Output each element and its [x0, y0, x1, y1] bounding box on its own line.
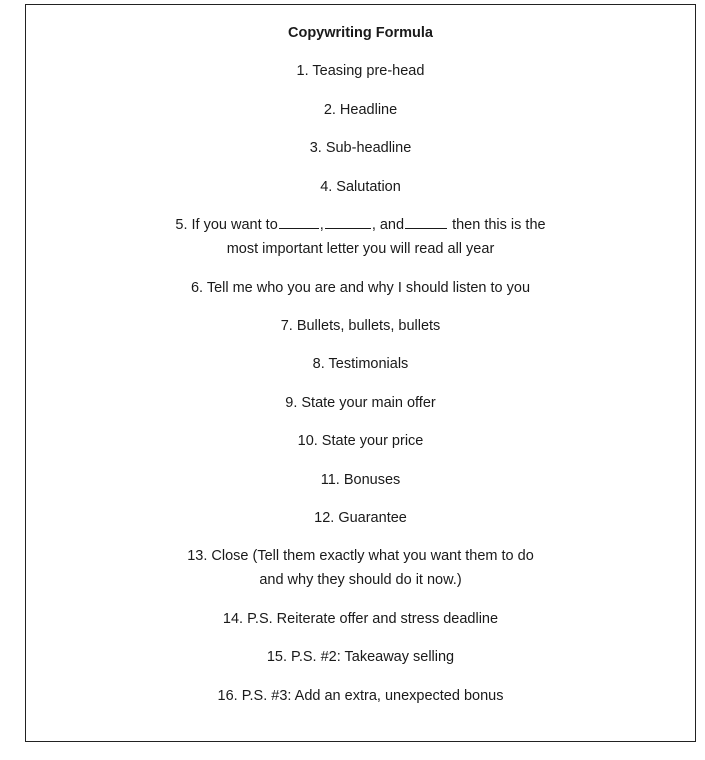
item-5-text-start: 5. If you want to — [175, 217, 278, 233]
list-item-8: 8. Testimonials — [312, 356, 409, 372]
item-5-comma-and: , and — [371, 217, 405, 233]
list-item-11: 11. Bonuses — [320, 472, 401, 488]
list-item-5-line-1 — [25, 213, 696, 237]
list-item-14: 14. P.S. Reiterate offer and stress deadline — [222, 611, 499, 627]
list-item-13-line-1: 13. Close (Tell them exactly what you want them to do — [187, 548, 534, 564]
list-item-3: 3. Sub-headline — [309, 140, 412, 156]
item-5-text-end: then this is the — [452, 217, 546, 233]
document-title: Copywriting Formula — [288, 25, 433, 41]
fill-in-blank-3 — [405, 215, 447, 229]
list-item-15: 15. P.S. #2: Takeaway selling — [266, 649, 455, 665]
list-item-5-line-2: most important letter you will read all year — [226, 241, 495, 257]
list-item-12: 12. Guarantee — [314, 510, 407, 526]
list-item-4: 4. Salutation — [320, 179, 401, 195]
list-item-7: 7. Bullets, bullets, bullets — [280, 318, 441, 334]
list-item-9: 9. State your main offer — [285, 395, 436, 411]
list-item-1: 1. Teasing pre-head — [296, 63, 425, 79]
fill-in-blank-2 — [325, 215, 371, 229]
list-item-13-line-2: and why they should do it now.) — [259, 572, 462, 588]
list-item-10: 10. State your price — [297, 433, 424, 449]
list-item-2: 2. Headline — [323, 102, 398, 118]
list-item-6: 6. Tell me who you are and why I should listen to you — [190, 280, 531, 296]
list-item-16: 16. P.S. #3: Add an extra, unexpected bonus — [217, 688, 504, 704]
fill-in-blank-1 — [279, 215, 319, 229]
item-5-comma-1: , — [319, 217, 324, 233]
